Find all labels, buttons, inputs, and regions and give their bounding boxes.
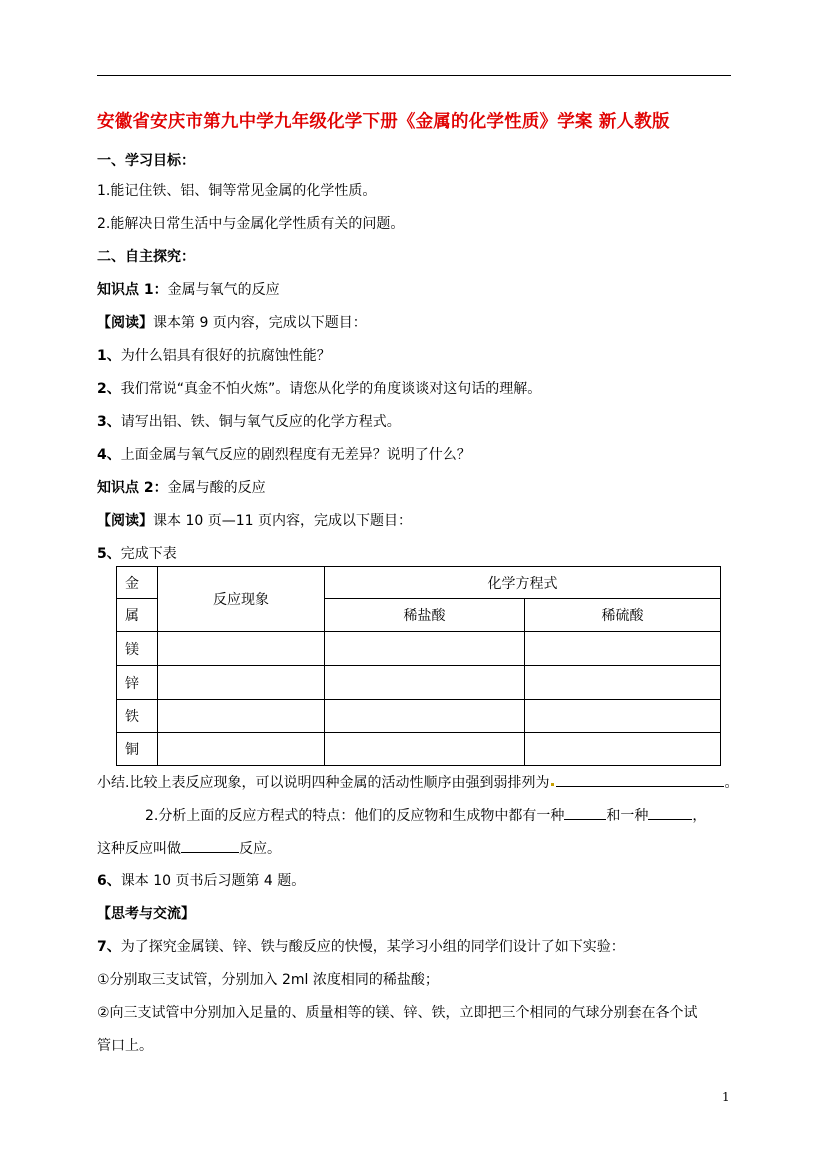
table-row [117,733,721,766]
knowledge-point-label: 知识点 2： [97,480,168,496]
section-heading-explore: 二、自主探究： [97,249,195,265]
question-1 [97,346,331,366]
h2so4-cell [525,632,721,666]
question-number: 4、 [97,447,121,463]
experiment-step-2: ②向三支试管中分别加入足量的、质量相等的镁、锌、铁，立即把三个相同的气球分别套在各个试 [97,1005,698,1021]
question-7 [97,937,625,957]
question-text: 上面金属与氧气反应的剧烈程度有无差异？说明了什么？ [120,447,471,463]
question-number: 1、 [97,348,121,364]
document-title: 安徽省安庆市第九中学九年级化学下册《金属的化学性质》学案 新人教版 [97,112,670,132]
metal-header-top: 金 [117,567,158,599]
answer-blank[interactable] [556,772,724,787]
reading-tag: 【阅读】 [97,513,153,529]
question-text: 完成下表 [120,546,177,562]
reading-instruction-2 [97,511,412,531]
question-text: 请写出铝、铁、铜与氧气反应的化学方程式。 [120,414,401,430]
hcl-cell [325,700,525,733]
goal-1: 1.能记住铁、铝、铜等常见金属的化学性质。 [97,183,377,199]
h2so4-cell [525,733,721,766]
experiment-step-1: ①分别取三支试管，分别加入 2ml 浓度相同的稀盐酸； [97,972,439,988]
question-text: 课本 10 页书后习题第 4 题。 [120,873,306,889]
phenomenon-cell [158,666,325,700]
h2so4-cell [525,666,721,700]
question-3 [97,412,401,432]
mark-dot [551,783,554,786]
question-text: 为了探究金属镁、锌、铁与酸反应的快慢，某学习小组的同学们设计了如下实验： [120,939,625,955]
reaction-table [116,566,721,766]
summary-text: 反应。 [239,841,281,857]
answer-blank[interactable] [648,805,692,820]
knowledge-point-text: 金属与酸的反应 [167,480,266,496]
metal-cell: 镁 [117,632,158,666]
goal-2: 2.能解决日常生活中与金属化学性质有关的问题。 [97,216,405,232]
metal-cell: 铜 [117,733,158,766]
question-number: 5、 [97,546,121,562]
hcl-cell [325,733,525,766]
table-row [117,632,721,666]
h2so4-header: 稀硫酸 [525,599,721,632]
answer-blank[interactable] [564,805,606,820]
hcl-cell [325,666,525,700]
phenomenon-cell [158,700,325,733]
answer-blank[interactable] [181,838,239,853]
question-6 [97,871,305,891]
h2so4-cell [525,700,721,733]
knowledge-point-label: 知识点 1： [97,282,168,298]
metal-cell: 铁 [117,700,158,733]
question-number: 6、 [97,873,121,889]
knowledge-point-1 [97,280,280,300]
summary-2 [145,805,706,826]
question-4 [97,445,471,465]
question-number: 2、 [97,381,121,397]
hcl-header: 稀盐酸 [325,599,525,632]
page-number: 1 [722,1090,730,1104]
question-number: 3、 [97,414,121,430]
reading-tag: 【阅读】 [97,315,153,331]
summary-1 [97,772,738,793]
phenomenon-cell [158,733,325,766]
summary-end: 。 [724,775,739,791]
reading-text: 课本第 9 页内容，完成以下题目： [153,315,367,331]
metal-header-bottom: 属 [117,599,158,632]
phenomenon-cell [158,632,325,666]
question-text: 我们常说“真金不怕火炼”。请您从化学的角度谈谈对这句话的理解。 [120,381,542,397]
section-heading-goals: 一、学习目标： [97,153,195,169]
header-rule [97,75,731,76]
question-number: 7、 [97,939,121,955]
question-2 [97,379,541,399]
summary-3 [97,838,281,859]
hcl-cell [325,632,525,666]
reading-text: 课本 10 页—11 页内容，完成以下题目： [153,513,412,529]
summary-text: 和一种 [606,808,649,824]
table-row [117,666,721,700]
table-row [117,700,721,733]
equation-header: 化学方程式 [325,567,721,599]
knowledge-point-2 [97,478,266,498]
think-and-discuss-heading: 【思考与交流】 [97,906,195,922]
question-text: 为什么铝具有很好的抗腐蚀性能？ [120,348,331,364]
phenomenon-header: 反应现象 [158,567,325,632]
summary-text: 这种反应叫做 [97,841,181,857]
summary-text: 小结.比较上表反应现象，可以说明四种金属的活动性顺序由强到弱排列为 [97,775,550,791]
metal-cell: 锌 [117,666,158,700]
summary-text: 2.分析上面的反应方程式的特点：他们的反应物和生成物中都有一种 [145,808,565,824]
question-5 [97,544,177,564]
experiment-step-2-continued: 管口上。 [97,1038,153,1054]
knowledge-point-text: 金属与氧气的反应 [167,282,280,298]
summary-text: ， [692,808,707,824]
reading-instruction-1 [97,313,367,333]
